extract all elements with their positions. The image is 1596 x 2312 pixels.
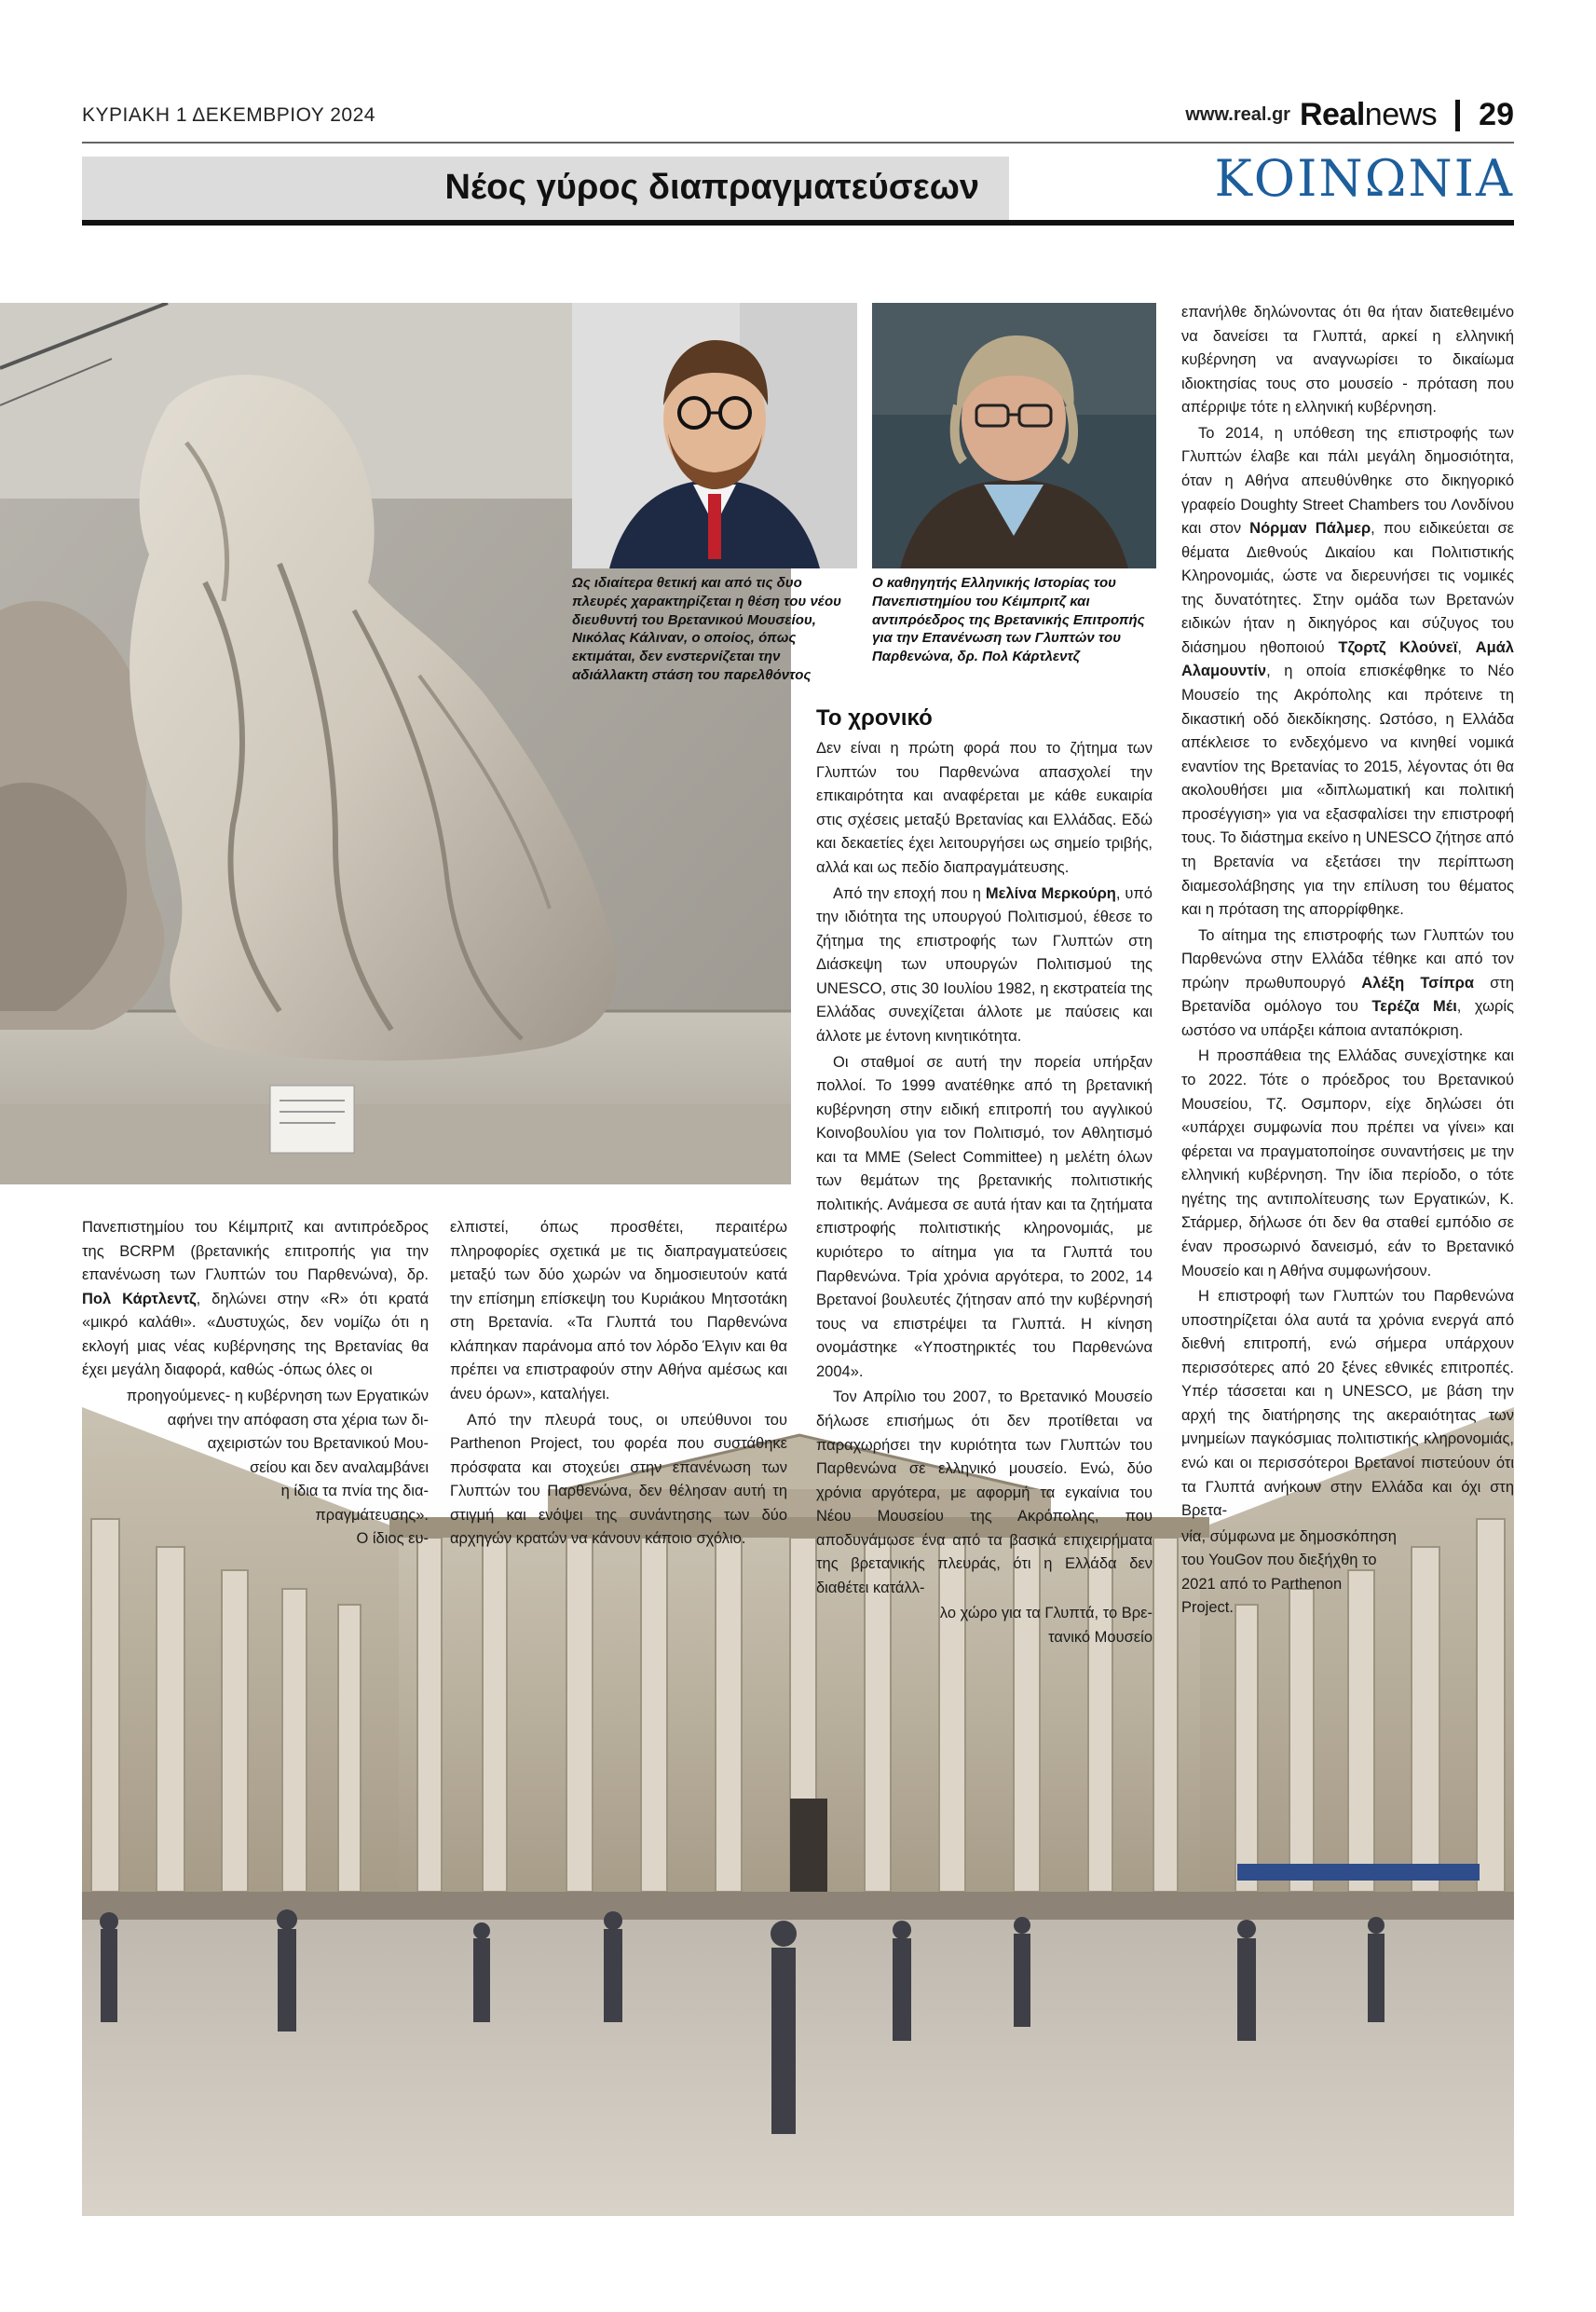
article-column-1 (82, 1216, 429, 1552)
text-line: η ίδια τα πνία της δια- (280, 1483, 429, 1500)
masthead (1185, 97, 1514, 133)
portrait-nicholas-cullinan (572, 303, 857, 568)
paragraph: Η προσπάθεια της Ελλάδας συνεχίστηκε και το 2022. Τότε ο πρόεδρος του Βρετανικού Μουσείου, Τζ. Οσμπορν, είχε δηλώσει ότι «υπάρχει συμφωνία που πρέπει να γίνει» και φέρεται να πραγματοποίησε συναντήσεις με την ελληνική κυβέρνηση. Την ίδια περίοδο, ο τότε ηγέτης της αντιπολίτευσης των Εργατικών, Κ. Στάρμερ, δήλωσε ότι δεν θα σταθεί εμπόδιο σε έναν προσωρινό δανεισμό, εάν το Βρετανικό Μουσείο και η Αθήνα συμφωνήσουν. (1181, 1047, 1514, 1279)
paragraph: Τον Απρίλιο του 2007, το Βρετανικό Μουσείο δήλωσε επισήμως ότι δεν προτίθεται να παραχωρήσει την κυριότητα των Γλυπτών του Παρθενώνα σε ελληνικό μουσείο. Ενώ, δύο χρόνια αργότερα, με αφορμή τα εγκαίνια του Νέου Μουσείου της Ακρόπολης, που αποδυνάμωσε ένα από τα βασικά επιχειρήματα της βρετανικής πλευράς, ότι η Ελλάδα δεν διαθέτει κατάλλ- (816, 1389, 1153, 1596)
page-number: 29 (1479, 97, 1514, 132)
issue-date: ΚΥΡΙΑΚΗ 1 ΔΕΚΕΜΒΡΙΟΥ 2024 (82, 104, 375, 126)
text-line: Project. (1181, 1599, 1234, 1617)
portrait-caption-cartledge: Ο καθηγητής Ελληνικής Ιστορίας του Πανεπιστημίου του Κέιμπριτζ και αντιπρόεδρος της Βρετανικής Επιτροπής για την Επανένωση των Γλυπτών του Παρθενώνα, δρ. Πολ Κάρτλεντζ (872, 575, 1145, 665)
article-column-2 (450, 1216, 787, 1553)
subheading: Το χρονικό (816, 705, 933, 731)
paragraph: Δεν είναι η πρώτη φορά που το ζήτημα των Γλυπτών του Παρθενώνα απασχολεί την επικαιρότητα και αναφέρεται με κάθε ευκαιρία στις σχέσεις μεταξύ Βρετανίας και Ελλάδας. Εδώ και δεκαετίες έχει λειτουργήσει ως σημείο τριβής, αλλά και ως πεδίο διαπραγμάτευσης. (816, 740, 1153, 876)
text-line: προηγούμενες- η κυβέρνηση των Εργατικών (126, 1387, 429, 1404)
headline: Νέος γύρος διαπραγματεύσεων (444, 168, 979, 207)
text-line: νία, σύμφωνα με δημοσκόπηση (1181, 1527, 1397, 1545)
paragraph: Από την πλευρά τους, οι υπεύθυνοι του Parthenon Project, του φορέα που συστάθηκε πρόσφατα και στοχεύει στην επανένωση των Γλυπτών του Παρθενώνα, δεν θέλησαν αυτή τη στιγμή και ενόψει της συνάντησης των δύο αρχηγών κρατών να κάνουν κάποιο σχόλιο. (450, 1411, 787, 1548)
paragraph: ελπιστεί, όπως προσθέτει, περαιτέρω πληροφορίες σχετικά με τις διαπραγματεύσεις μεταξύ των δύο χωρών να δημοσιευτούν κατά την επίσημη επίσκεψη του Κυριάκου Μητσοτάκη στη Βρετανία. «Τα Γλυπτά του Παρθενώνα κλάπηκαν παράνομα από τον λόρδο Έλγιν και θα πρέπει να επιστραφούν στην Αθήνα αμέσως και άνευ όρων», καταλήγει. (450, 1219, 787, 1402)
paragraph: Το αίτημα της επιστροφής των Γλυπτών του Παρθενώνα στην Ελλάδα τέθηκε και από τον πρώην πρωθυπουργό Αλέξη Τσίπρα στη Βρετανίδα ομόλογο του Τερέζα Μέι, χωρίς ωστόσο να υπάρξει κάποια ανταπόκριση. (1181, 926, 1514, 1039)
realnews-logo: Realnews (1299, 97, 1438, 132)
text-line: λο χώρο για τα Γλυπτά, το Βρε- (939, 1605, 1153, 1622)
section-label: ΚΟΙΝΩΝΙΑ (1214, 149, 1514, 208)
text-line: αφήνει την απόφαση στα χέρια των δι- (167, 1411, 429, 1429)
text-line: τανικό Μουσείο (1048, 1629, 1153, 1646)
headline-bar (82, 157, 1009, 220)
text-line: 2021 από το Parthenon (1181, 1575, 1343, 1593)
text-line: αχειριστών του Βρετανικού Μου- (207, 1435, 429, 1453)
divider (1455, 100, 1460, 131)
paragraph: επανήλθε δηλώνοντας ότι θα ήταν διατεθειμένο να δανείσει τα Γλυπτά, αρκεί η ελληνική κυβέρνηση να αναγνωρίσει το δικαίωμα ιδιοκτησίας τους στο μουσείο - πρόταση που απέρριψε τότε η ελληνική κυβέρνηση. (1181, 304, 1514, 417)
paragraph: Οι σταθμοί σε αυτή την πορεία υπήρξαν πολλοί. Το 1999 ανατέθηκε από τη βρετανική κυβέρνηση στην ειδική επιτροπή του αγγλικού Κοινοβουλίου για τον Πολιτισμό, τον Αθλητισμό και τα ΜΜΕ (Select Committee) η μελέτη όλων των θεμάτων της βρετανικής πολιτιστικής πολιτικής. Ανάμεσα σε αυτά ήταν και τα ζητήματα επιστροφής πολιτιστικής κληρονομιάς, με κυριότερο το αίτημα για τα Γλυπτά του Παρθενώνα. Τρία χρόνια αργότερα, το 2002, 14 Βρετανοί βουλευτές ζήτησαν από την κυβέρνησή τους να επιστρέψει τα Γλυπτά. Η κίνηση ονομάστηκε «Υποστηρικτές του Παρθενώνα 2004». (816, 1053, 1153, 1380)
paragraph: Η επιστροφή των Γλυπτών του Παρθενώνα υποστηρίζεται όλα αυτά τα χρόνια ενεργά από διεθνή επιτροπή, ενώ σήμερα υπάρχουν περισσότερες από 20 ξένες εθνικές επιτροπές. Υπέρ τάσσεται και η UNESCO, με βάση την αρχή της διατήρησης της ακεραιότητας των μνημείων παγκόσμιας πολιτιστικής κληρονομιάς, ενώ και οι περισσότεροι Βρετανοί πιστεύουν ότι τα Γλυπτά ανήκουν στην Ελλάδα και όχι στη Βρετα- (1181, 1288, 1514, 1520)
text-line: Ο ίδιος ευ- (356, 1530, 429, 1548)
article-column-3 (816, 701, 1153, 1650)
section-rule (82, 220, 1514, 226)
paragraph: Από την εποχή που η Μελίνα Μερκούρη, υπό την ιδιότητα της υπουργού Πολιτισμού, έθεσε το ζήτημα της επιστροφής των Γλυπτών στη Διάσκεψη των υπουργών Πολιτισμού της UNESCO, στις 30 Ιουλίου 1982, η εκστρατεία της Ελλάδας συνεχίζεται άλλοτε με παύσεις και άλλοτε με έντονη κινητικότητα. (816, 884, 1153, 1045)
paragraph: Πανεπιστημίου του Κέιμπριτζ και αντιπρόεδρος της BCRPM (βρετανικής επιτροπής για την επανένωση των Γλυπτών του Παρθενώνα), δρ. Πολ Κάρτλεντζ, δηλώνει στην «R» ότι κρατά «μικρό καλάθι». «Δυστυχώς, δεν νομίζω ότι η εκλογή μιας νέας κυβέρνησης της Βρετανίας θα έχει μεγάλη διαφορά, καθώς -όπως όλες οι (82, 1219, 430, 1379)
text-line: σείου και δεν αναλαμβάνει (250, 1458, 429, 1476)
paragraph: Το 2014, η υπόθεση της επιστροφής των Γλυπτών έλαβε και πάλι μεγάλη δημοσιότητα, όταν η Αθήνα απευθύνθηκε στο δικηγορικό γραφείο Doughty Street Chambers του Λονδίνου και στον Νόρμαν Πάλμερ, που ειδικεύεται σε θέματα Διεθνούς Δικαίου και Πολιτιστικής Κληρονομιάς, ώστε να διερευνήσει τις νομικές της δυνατότητες. Στην ομάδα των Βρετανών ειδικών ήταν η δικηγόρος και σύζυγος του διάσημου ηθοποιού Τζορτζ Κλούνεϊ, Αμάλ Αλαμουντίν, η οποία επισκέφθηκε το Νέο Μουσείο της Ακρόπολης και πρότεινε τη δικαστική οδό διεκδίκησης. Ωστόσο, η Ελλάδα απέκλεισε το ενδεχόμενο να κινηθεί νομικά εναντίον της Βρετανίας το 2015, λέγοντας ότι θα ακολουθήσει μια «διπλωματική και πολιτική προσέγγιση» για να εξασφαλίσει την επιστροφή τους. Το διάστημα εκείνο η UNESCO ζήτησε από τη Βρετανία να εξετάσει την περίπτωση διαμεσολάβησης για την επίλυση του θέματος και η πρόταση της απορρίφθηκε. (1181, 424, 1514, 919)
site-url[interactable]: www.real.gr (1185, 104, 1290, 125)
text-line: πραγμάτευσης». (315, 1506, 429, 1524)
portrait-paul-cartledge (872, 303, 1156, 568)
text-line: του YouGov που διεξήχθη το (1181, 1552, 1377, 1569)
article-column-4 (1181, 301, 1514, 1621)
header-rule (82, 142, 1514, 144)
portrait-caption-cullinan: Ως ιδιαίτερα θετική και από τις δυο πλευρές χαρακτηρίζεται η θέση του νέου διευθυντή του Βρετανικού Μουσείου, Νικόλας Κάλιναν, ο οποίος, όπως εκτιμάται, δεν ενστερνίζεται την αδιάλλακτη στάση του παρελθόντος (572, 575, 842, 683)
